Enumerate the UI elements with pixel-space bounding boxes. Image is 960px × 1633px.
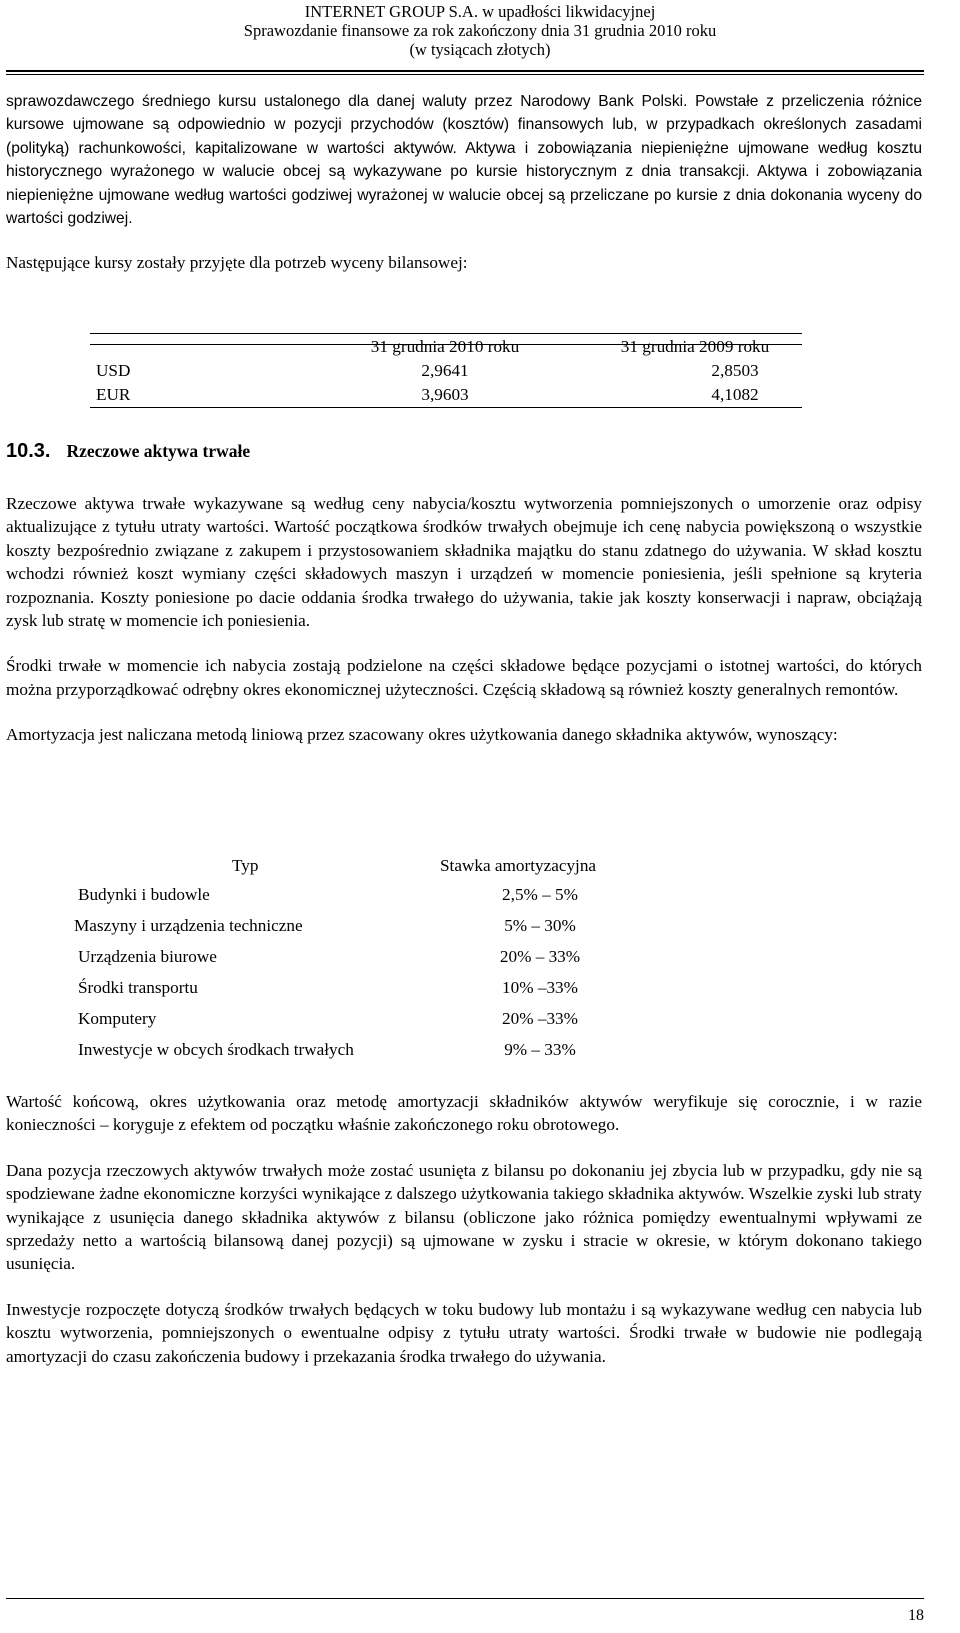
depreciation-rate: 20% – 33% <box>499 947 581 966</box>
paragraph-annual-review: Wartość końcową, okres użytkowania oraz metodę amortyzacji składników aktywów weryfikuje się corocznie, i w razie konieczności – koryguje z efektem od początku właśnie zakończonego roku obrotowego. <box>6 1092 922 1135</box>
report-title: Sprawozdanie finansowe za rok zakończony dnia 31 grudnia 2010 roku <box>243 21 717 40</box>
rates-bottom-line <box>90 407 802 408</box>
column-header-2009: 31 grudnia 2009 roku <box>620 337 770 356</box>
table-row <box>72 1034 652 1065</box>
paragraph-rates-intro: Następujące kursy zostały przyjęte dla potrzeb wyceny bilansowej: <box>6 253 468 273</box>
depreciation-rate: 2,5% – 5% <box>502 885 578 904</box>
depreciation-rate: 5% – 30% <box>504 916 576 935</box>
depreciation-rate: 10% –33% <box>502 978 578 997</box>
table-row <box>90 359 802 383</box>
page-number: 18 <box>908 1607 924 1624</box>
column-header-type: Typ <box>232 856 259 875</box>
asset-type: Środki transportu <box>78 978 198 997</box>
paragraph-derecognition: Dana pozycja rzeczowych aktywów trwałych może zostać usunięta z bilansu po dokonaniu jej zbycia lub w przypadku, gdy nie są spodziewane żadne ekonomiczne korzyści wynikające z dalszego użytkowania takiego składnika aktywów. Wszelkie zyski lub straty wynikające z usunięcia danego składnika aktywów z bilansu (obliczone jako różnica pomiędzy ewentualnymi wpływami ze sprzedaży netto a wartością bilansową danej pozycji) są ujmowane w zysku i stracie w okresie, w którym dokonano takiego usunięcia. <box>6 1160 922 1274</box>
paragraph-construction-in-progress: Inwestycje rozpoczęte dotyczą środków trwałych będących w toku budowy lub montażu i są wykazywane według cen nabycia lub kosztu wytworzenia, pomniejszonych o ewentualne odpisy z tytułu utraty wartości. Środki trwałe w budowie nie podlegają amortyzacji do czasu zakończenia budowy i przekazania środka trwałego do używania. <box>6 1299 922 1366</box>
company-name: INTERNET GROUP S.A. w upadłości likwidacyjnej <box>304 2 656 21</box>
paragraph-depreciation-intro: Amortyzacja jest naliczana metodą liniową przez szacowany okres użytkowania danego składnika aktywów, wynoszący: <box>6 725 838 745</box>
table-row <box>72 879 652 910</box>
section-number: 10.3. <box>6 440 51 462</box>
asset-type: Inwestycje w obcych środkach trwałych <box>78 1040 354 1059</box>
paragraph-measurement: Rzeczowe aktywa trwałe wykazywane są według ceny nabycia/kosztu wytworzenia pomniejszonych o umorzenie oraz odpisy aktualizujące z tytułu utraty wartości. Wartość początkowa środków trwałych obejmuje ich cenę nabycia powiększoną o wszystkie koszty bezpośrednio związane z zakupem i przystosowaniem składnika majątku do stanu zdatnego do używania. W skład kosztu wchodzi również koszt wymiany części składowych maszyn i urządzeń w momencie poniesienia, jeśli spełnione są kryteria rozpoznania. Koszty poniesione po dacie oddania środka trwałego do używania, takie jak koszty konserwacji i napraw, obciążają zysk lub stratę w momencie ich poniesienia. <box>6 494 922 631</box>
asset-type: Maszyny i urządzenia techniczne <box>74 916 303 935</box>
table-row <box>72 910 652 941</box>
table-row <box>72 941 652 972</box>
paragraph-components: Środki trwałe w momencie ich nabycia zostają podzielone na części składowe będące pozycjami o istotnej wartości, do których można przyporządkować odrębny okres ekonomicznej użyteczności. Częścią składową są również koszty generalnych remontów. <box>6 656 922 699</box>
currency-code: USD <box>96 361 131 380</box>
section-title: Rzeczowe aktywa trwałe <box>66 441 251 461</box>
header-rule <box>6 70 924 72</box>
table-row <box>72 972 652 1003</box>
section-heading <box>6 440 250 463</box>
document-body <box>6 90 922 275</box>
table-header-row <box>72 850 652 881</box>
header-rule-thin <box>6 74 924 75</box>
asset-type: Urządzenia biurowe <box>78 947 217 966</box>
table-row <box>90 383 802 407</box>
column-header-2010: 31 grudnia 2010 roku <box>370 337 520 356</box>
report-unit: (w tysiącach złotych) <box>409 40 551 59</box>
asset-type: Budynki i budowle <box>78 885 210 904</box>
depreciation-rate: 20% –33% <box>502 1009 578 1028</box>
rate-2009: 4,1082 <box>711 385 759 404</box>
footer-rule <box>6 1598 924 1599</box>
table-row <box>72 1003 652 1034</box>
asset-type: Komputery <box>78 1009 157 1028</box>
column-header-rate: Stawka amortyzacyjna <box>440 856 597 875</box>
rate-2009: 2,8503 <box>711 361 759 380</box>
table-header-row <box>90 335 802 359</box>
rate-2010: 2,9641 <box>421 361 469 380</box>
rate-2010: 3,9603 <box>421 385 469 404</box>
depreciation-rate: 9% – 33% <box>504 1040 576 1059</box>
closing-body <box>6 1090 922 1368</box>
paragraph-currency-translation: sprawozdawczego średniego kursu ustalonego dla danej waluty przez Narodowy Bank Polski. Powstałe z przeliczenia różnice kursowe ujmowane są odpowiednio w pozycji przychodów (kosztów) finansowych lub, w przypadkach określonych zasadami (polityką) rachunkowości, kapitalizowane w wartości aktywów. Aktywa i zobowiązania niepieniężne ujmowane według kosztu historycznego wyrażonego w walucie obcej są wykazywane po kursie historycznym z dnia transakcji. Aktywa i zobowiązania niepieniężne ujmowane według wartości godziwej wyrażonej w walucie obcej są przeliczane po kursie z dnia dokonania wyceny do wartości godziwej. <box>6 93 922 228</box>
page-header <box>0 0 960 59</box>
section-body <box>6 492 922 747</box>
rates-top-line <box>90 333 802 334</box>
currency-code: EUR <box>96 385 131 404</box>
